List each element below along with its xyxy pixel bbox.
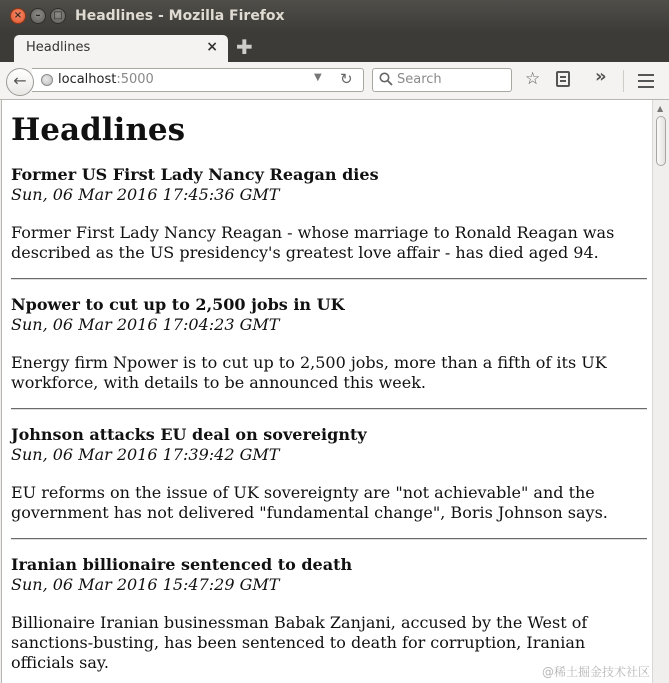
page-content: [1, 100, 653, 683]
article-item: [11, 555, 647, 673]
overflow-chevron-icon[interactable]: »: [595, 66, 607, 87]
article-description: Energy firm Npower is to cut up to 2,500 jobs, more than a fifth of its UK workforce, with details to be announced this week.: [11, 353, 607, 392]
window-minimize-button[interactable]: [30, 8, 46, 24]
page-title: Headlines: [11, 112, 186, 148]
scroll-up-icon[interactable]: ▲: [657, 104, 664, 113]
watermark: @稀土掘金技术社区: [541, 665, 650, 679]
back-arrow-icon: ←: [13, 71, 27, 90]
article-divider: [11, 278, 647, 280]
bookmarks-menu-icon[interactable]: [556, 71, 570, 87]
headlines-page: [11, 102, 647, 683]
search-input[interactable]: Search: [397, 72, 442, 87]
article-title: Npower to cut up to 2,500 jobs in UK: [11, 295, 345, 314]
search-bar[interactable]: [372, 68, 512, 92]
maximize-icon: □: [53, 10, 63, 21]
article-description: EU reforms on the issue of UK sovereignty are "not achievable" and the government has not delivered "fundamental change", Boris Johnson says.: [11, 483, 608, 522]
search-icon: [379, 72, 393, 86]
title-bar: [0, 0, 669, 33]
close-icon: ×: [13, 10, 23, 21]
article-date: Sun, 06 Mar 2016 17:04:23 GMT: [11, 315, 280, 334]
tab-label: Headlines: [26, 40, 91, 55]
article-title: Former US First Lady Nancy Reagan dies: [11, 165, 379, 184]
tab-headlines[interactable]: [14, 35, 228, 62]
scrollbar-thumb[interactable]: [656, 116, 666, 166]
navigation-toolbar: [0, 62, 669, 100]
url-host: localhost: [58, 72, 117, 87]
tab-close-icon[interactable]: ×: [206, 39, 218, 55]
article-item: [11, 425, 647, 523]
back-button[interactable]: [6, 68, 34, 96]
article-date: Sun, 06 Mar 2016 17:45:36 GMT: [11, 185, 280, 204]
article-divider: [11, 538, 647, 540]
toolbar-separator: [623, 70, 624, 92]
reload-icon[interactable]: ↻: [340, 70, 353, 88]
article-date: Sun, 06 Mar 2016 17:39:42 GMT: [11, 445, 280, 464]
window-maximize-button[interactable]: [50, 8, 66, 24]
window-title: Headlines - Mozilla Firefox: [75, 8, 285, 24]
tab-strip: [0, 33, 669, 62]
site-identity-icon[interactable]: [41, 74, 53, 86]
article-description: Former First Lady Nancy Reagan - whose marriage to Ronald Reagan was described as the US presidency's greatest love affair - has died aged 94.: [11, 223, 615, 262]
article-title: Iranian billionaire sentenced to death: [11, 555, 353, 574]
article-title: Johnson attacks EU deal on sovereignty: [11, 425, 367, 444]
hamburger-menu-icon[interactable]: [638, 74, 654, 88]
article-item: [11, 165, 647, 263]
history-dropdown-icon[interactable]: ▼: [314, 72, 322, 83]
url-port: :5000: [116, 72, 154, 87]
article-divider: [11, 408, 647, 410]
minimize-icon: –: [35, 10, 41, 21]
article-date: Sun, 06 Mar 2016 15:47:29 GMT: [11, 575, 280, 594]
article-item: [11, 295, 647, 393]
new-tab-button[interactable]: ✚: [236, 35, 253, 59]
url-text[interactable]: [58, 72, 154, 87]
bookmark-star-icon[interactable]: ☆: [525, 69, 541, 89]
window-close-button[interactable]: [10, 8, 26, 24]
url-bar[interactable]: [32, 68, 364, 92]
vertical-scrollbar[interactable]: [652, 100, 669, 683]
article-description: Billionaire Iranian businessman Babak Zanjani, accused by the West of sanctions-busting, has been sentenced to death for corruption, Iranian officials say.: [11, 613, 588, 672]
